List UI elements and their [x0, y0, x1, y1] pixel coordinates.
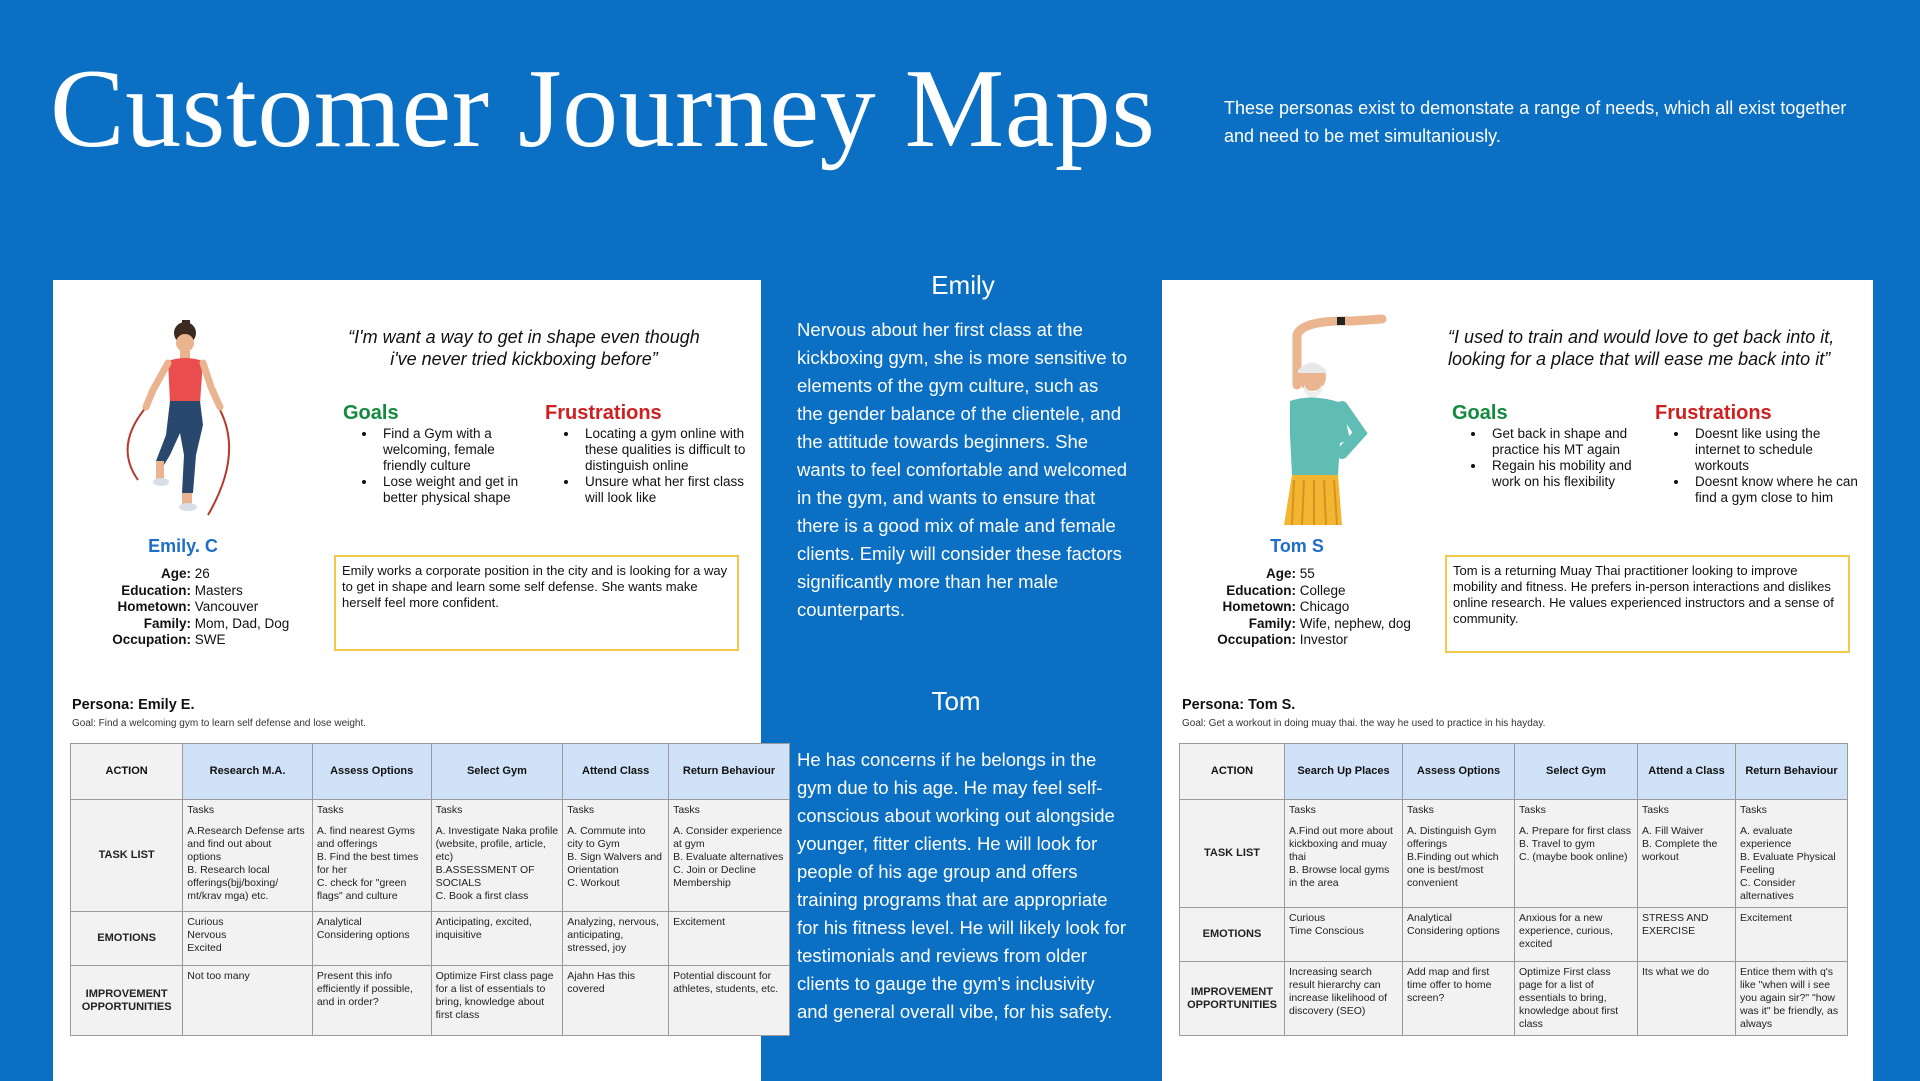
- table-row-header: TASK LIST: [1180, 800, 1285, 908]
- cell-text: B. Sign Walvers and Orientation: [567, 851, 663, 876]
- table-row: [71, 912, 790, 966]
- cell-text: Tasks: [1740, 804, 1767, 816]
- cell-text: Analytical: [316, 916, 362, 928]
- cell-text: Nervous: [187, 929, 227, 941]
- cell-text: Increasing search result hierarchy can increase likelihood of discovery (SEO): [1289, 966, 1388, 1017]
- cell-text: Tasks: [316, 804, 344, 816]
- cell-text: B. Browse local gyms in the area: [1289, 864, 1390, 889]
- table-row: [71, 800, 790, 912]
- table-cell: [431, 912, 563, 966]
- table-cell: [183, 912, 313, 966]
- list-item: • Lose weight and get in better physical shape: [377, 474, 527, 506]
- cell-text: Present this info efficiently if possible, and in order?: [316, 970, 413, 1008]
- cell-text: A. Fill Waiver: [1642, 825, 1704, 837]
- table-cell: [431, 966, 563, 1036]
- tom-name: Tom S: [1270, 536, 1324, 556]
- cell-text: A.Find out more about kickboxing and muay thai: [1289, 825, 1393, 863]
- table-cell: [1638, 962, 1736, 1036]
- cell-text: C. (maybe book online): [1519, 851, 1628, 863]
- emily-goals-list: [343, 426, 527, 506]
- table-cell: [563, 912, 669, 966]
- table-cell: [1736, 800, 1848, 908]
- table-cell: [1403, 962, 1515, 1036]
- info-row: Occupation: Investor: [1217, 632, 1348, 647]
- cell-text: B.Finding out which one is best/most convenient: [1407, 851, 1499, 889]
- info-row: Education: College: [1226, 582, 1346, 598]
- cell-text: Tasks: [1642, 804, 1669, 816]
- info-row: Family: Mom, Dad, Dog: [143, 615, 290, 631]
- table-row: [71, 966, 790, 1036]
- tom-journey-table: [1179, 743, 1848, 1036]
- cell-text: Tasks: [435, 804, 463, 816]
- cell-text: Entice them with q's like "when will i see you again sir?" "how was it" be friendly, as always: [1740, 966, 1839, 1030]
- emily-persona-panel: [53, 280, 784, 1081]
- table-cell: [1736, 908, 1848, 962]
- tom-goals-list: [1452, 426, 1646, 490]
- table-row: [1180, 800, 1848, 908]
- tom-bio: Tom is a returning Muay Thai practitioner looking to improve mobility and fitness. He prefers in-person interactions and dislikes online research. He values experienced instructors and a sense of community.: [1445, 555, 1850, 653]
- cell-text: [1642, 817, 1731, 825]
- cell-text: A. Commute into city to Gym: [567, 825, 646, 850]
- cell-text: A. find nearest Gyms and offerings: [316, 825, 415, 850]
- table-column-header: Attend Class: [563, 744, 669, 800]
- emily-goal-line: Goal: Find a welcoming gym to learn self defense and lose weight.: [72, 718, 367, 729]
- cell-text: Not too many: [187, 970, 250, 982]
- tom-description: He has concerns if he belongs in the gym due to his age. He may feel self-conscious about working out alongside younger, fitter clients. He will look for people of his age group and offers training programs that are appropriate for his fitness level. He will likely look for testimonials and reviews from older clients to gauge the gym's inclusivity and general overall vibe, for his safety.: [797, 749, 1126, 1022]
- table-cell: [1515, 800, 1638, 908]
- page-title: Customer Journey Maps: [50, 47, 1156, 171]
- emily-persona-heading: Persona: Emily E.: [72, 697, 195, 713]
- cell-text: [187, 817, 308, 825]
- cell-text: A. Distinguish Gym offerings: [1407, 825, 1497, 850]
- cell-text: Excitement: [673, 916, 725, 928]
- table-column-header: Select Gym: [1515, 744, 1638, 800]
- tom-persona-heading: Persona: Tom S.: [1182, 697, 1296, 713]
- cell-text: B. Travel to gym: [1519, 838, 1595, 850]
- info-row: Occupation: SWE: [112, 632, 226, 647]
- table-column-header: Search Up Places: [1285, 744, 1403, 800]
- table-cell: [431, 800, 563, 912]
- cell-text: Tasks: [673, 804, 700, 816]
- cell-text: A. evaluate experience: [1740, 825, 1793, 850]
- table-cell: [1285, 800, 1403, 908]
- cell-text: Anxious for a new experience, curious, excited: [1519, 912, 1613, 950]
- cell-text: C. Join or Decline Membership: [673, 864, 756, 889]
- table-cell: [669, 966, 790, 1036]
- cell-text: Curious: [187, 916, 224, 928]
- table-cell: [312, 800, 431, 912]
- cell-text: A. Investigate Naka profile (website, profile, article, etc): [435, 825, 559, 863]
- table-column-header: Return Behaviour: [1736, 744, 1848, 800]
- table-cell: [312, 966, 431, 1036]
- cell-text: [1519, 817, 1633, 825]
- info-row: Hometown: Chicago: [1222, 599, 1350, 614]
- info-row: Age: 55: [1266, 566, 1315, 581]
- table-column-header: Attend a Class: [1638, 744, 1736, 800]
- cell-text: Optimize First class page for a list of essentials to bring, knowledge about first class: [1519, 966, 1619, 1030]
- cell-text: C. Workout: [567, 877, 620, 889]
- table-row: [1180, 962, 1848, 1036]
- cell-text: [673, 817, 785, 825]
- table-cell: [1638, 800, 1736, 908]
- cell-text: [1289, 817, 1398, 825]
- cell-text: Add map and first time offer to home screen?: [1407, 966, 1492, 1004]
- cell-text: A. Consider experience at gym: [673, 825, 783, 850]
- emily-bio: Emily works a corporate position in the city and is looking for a way to get in shape and learn some self defense. She wants make herself feel more confident.: [334, 555, 739, 651]
- cell-text: A.Research Defense arts and find out about options: [187, 825, 305, 863]
- table-cell: [1403, 908, 1515, 962]
- table-cell: [563, 966, 669, 1036]
- cell-text: A. Prepare for first class: [1519, 825, 1632, 837]
- cell-text: [1740, 817, 1843, 825]
- cell-text: C. Consider alternatives: [1740, 877, 1796, 902]
- table-cell: [1638, 908, 1736, 962]
- tom-info: [1174, 566, 1411, 649]
- table-header-action: ACTION: [71, 744, 183, 800]
- table-cell: [1285, 908, 1403, 962]
- cell-text: Curious: [1289, 912, 1326, 924]
- table-row-header: EMOTIONS: [71, 912, 183, 966]
- cell-text: B. Research local offerings(bjj/boxing/ mt/krav mga) etc.: [187, 864, 279, 902]
- emily-goals-title: Goals: [343, 402, 399, 424]
- table-cell: [1403, 800, 1515, 908]
- table-cell: [1515, 962, 1638, 1036]
- emily-frustrations-title: Frustrations: [545, 402, 662, 424]
- cell-text: [1407, 817, 1510, 825]
- table-row-header: TASK LIST: [71, 800, 183, 912]
- cell-text: Tasks: [567, 804, 595, 816]
- table-cell: [1285, 962, 1403, 1036]
- tom-goals-title: Goals: [1452, 402, 1508, 424]
- table-cell: [312, 912, 431, 966]
- tom-illustration: [1242, 315, 1392, 525]
- cell-text: Considering options: [316, 929, 410, 941]
- cell-text: Optimize First class page for a list of essentials to bring, knowledge about first class: [435, 970, 554, 1021]
- info-row: Family: Wife, nephew, dog: [1248, 615, 1411, 631]
- emily-name: Emily. C: [148, 536, 218, 556]
- table-cell: [1736, 962, 1848, 1036]
- list-item: • Doesnt know where he can find a gym close to him: [1689, 474, 1859, 506]
- tom-goal-line: Goal: Get a workout in doing muay thai. the way he used to practice in his hayday.: [1182, 718, 1546, 729]
- cell-text: C. Book a first class: [435, 890, 529, 902]
- table-cell: [669, 912, 790, 966]
- cell-text: Tasks: [187, 804, 215, 816]
- table-column-header: Return Behaviour: [669, 744, 790, 800]
- cell-text: [567, 817, 664, 825]
- list-item: • Find a Gym with a welcoming, female friendly culture: [377, 426, 527, 474]
- cell-text: Tasks: [1519, 804, 1546, 816]
- table-row-header: EMOTIONS: [1180, 908, 1285, 962]
- info-row: Age: 26: [161, 566, 210, 581]
- cell-text: B. Evaluate Physical Feeling: [1740, 851, 1836, 876]
- table-cell: [1515, 908, 1638, 962]
- cell-text: STRESS AND EXERCISE: [1642, 912, 1709, 937]
- cell-text: Time Conscious: [1289, 925, 1364, 937]
- cell-text: Ajahn Has this covered: [567, 970, 635, 995]
- cell-text: [317, 817, 427, 825]
- table-row-header: IMPROVEMENT OPPORTUNITIES: [1180, 962, 1285, 1036]
- list-item: • Get back in shape and practice his MT again: [1486, 426, 1646, 458]
- list-item: • Locating a gym online with these qualities is difficult to distinguish online: [579, 426, 749, 474]
- cell-text: Excitement: [1740, 912, 1792, 924]
- table-cell: [183, 800, 313, 912]
- tom-frustrations-list: [1655, 426, 1859, 506]
- emily-quote: “I'm want a way to get in shape even though i've never tried kickboxing before”: [348, 327, 700, 369]
- info-row: Education: Masters: [121, 582, 243, 598]
- cell-text: C. check for "green flags" and culture: [316, 877, 407, 902]
- cell-text: Excited: [187, 942, 222, 954]
- table-column-header: Assess Options: [1403, 744, 1515, 800]
- cell-text: Tasks: [1407, 804, 1434, 816]
- list-item: • Unsure what her first class will look like: [579, 474, 749, 506]
- cell-text: Its what we do: [1642, 966, 1710, 978]
- tom-persona-panel: [1162, 280, 1873, 1081]
- table-column-header: Assess Options: [312, 744, 431, 800]
- table-cell: [183, 966, 313, 1036]
- emily-heading: Emily: [931, 270, 995, 300]
- emily-description: Nervous about her first class at the kickboxing gym, she is more sensitive to elements of the gym culture, such as the gender balance of the clientele, and the attitude towards beginners. She wants to feel comfortable and welcomed in the gym, and wants to ensure that there is a good mix of male and female clients. Emily will consider these factors significantly more than her male counterparts.: [797, 319, 1128, 620]
- cell-text: B.ASSESSMENT OF SOCIALS: [435, 864, 535, 889]
- cell-text: Tasks: [1289, 804, 1316, 816]
- table-column-header: Select Gym: [431, 744, 563, 800]
- emily-illustration: [108, 315, 258, 515]
- info-row: Hometown: Vancouver: [117, 599, 259, 614]
- cell-text: Analyzing, nervous, anticipating, stressed, joy: [567, 916, 659, 954]
- cell-text: B. Find the best times for her: [316, 851, 419, 876]
- table-column-header: Research M.A.: [183, 744, 313, 800]
- cell-text: [436, 817, 559, 825]
- cell-text: Potential discount for athletes, students, etc.: [673, 970, 779, 995]
- cell-text: Considering options: [1407, 925, 1500, 937]
- tom-quote: “I used to train and would love to get back into it, looking for a place that will ease me back into it”: [1448, 327, 1835, 369]
- table-row-header: IMPROVEMENT OPPORTUNITIES: [71, 966, 183, 1036]
- cell-text: B. Complete the workout: [1642, 838, 1718, 863]
- table-cell: [563, 800, 669, 912]
- list-item: • Doesnt like using the internet to schedule workouts: [1689, 426, 1859, 474]
- table-row: [1180, 908, 1848, 962]
- cell-text: Anticipating, excited, inquisitive: [435, 916, 532, 941]
- cell-text: Analytical: [1407, 912, 1452, 924]
- cell-text: B. Evaluate alternatives: [673, 851, 784, 863]
- page-subtitle: These personas exist to demonstate a range of needs, which all exist together and need to be met simultaniously.: [1224, 98, 1847, 146]
- tom-frustrations-title: Frustrations: [1655, 402, 1772, 424]
- emily-journey-table: [70, 743, 790, 1036]
- list-item: • Regain his mobility and work on his flexibility: [1486, 458, 1646, 490]
- emily-info: [63, 566, 289, 649]
- tom-heading: Tom: [931, 686, 981, 716]
- table-header-action: ACTION: [1180, 744, 1285, 800]
- table-cell: [669, 800, 790, 912]
- emily-frustrations-list: [545, 426, 749, 506]
